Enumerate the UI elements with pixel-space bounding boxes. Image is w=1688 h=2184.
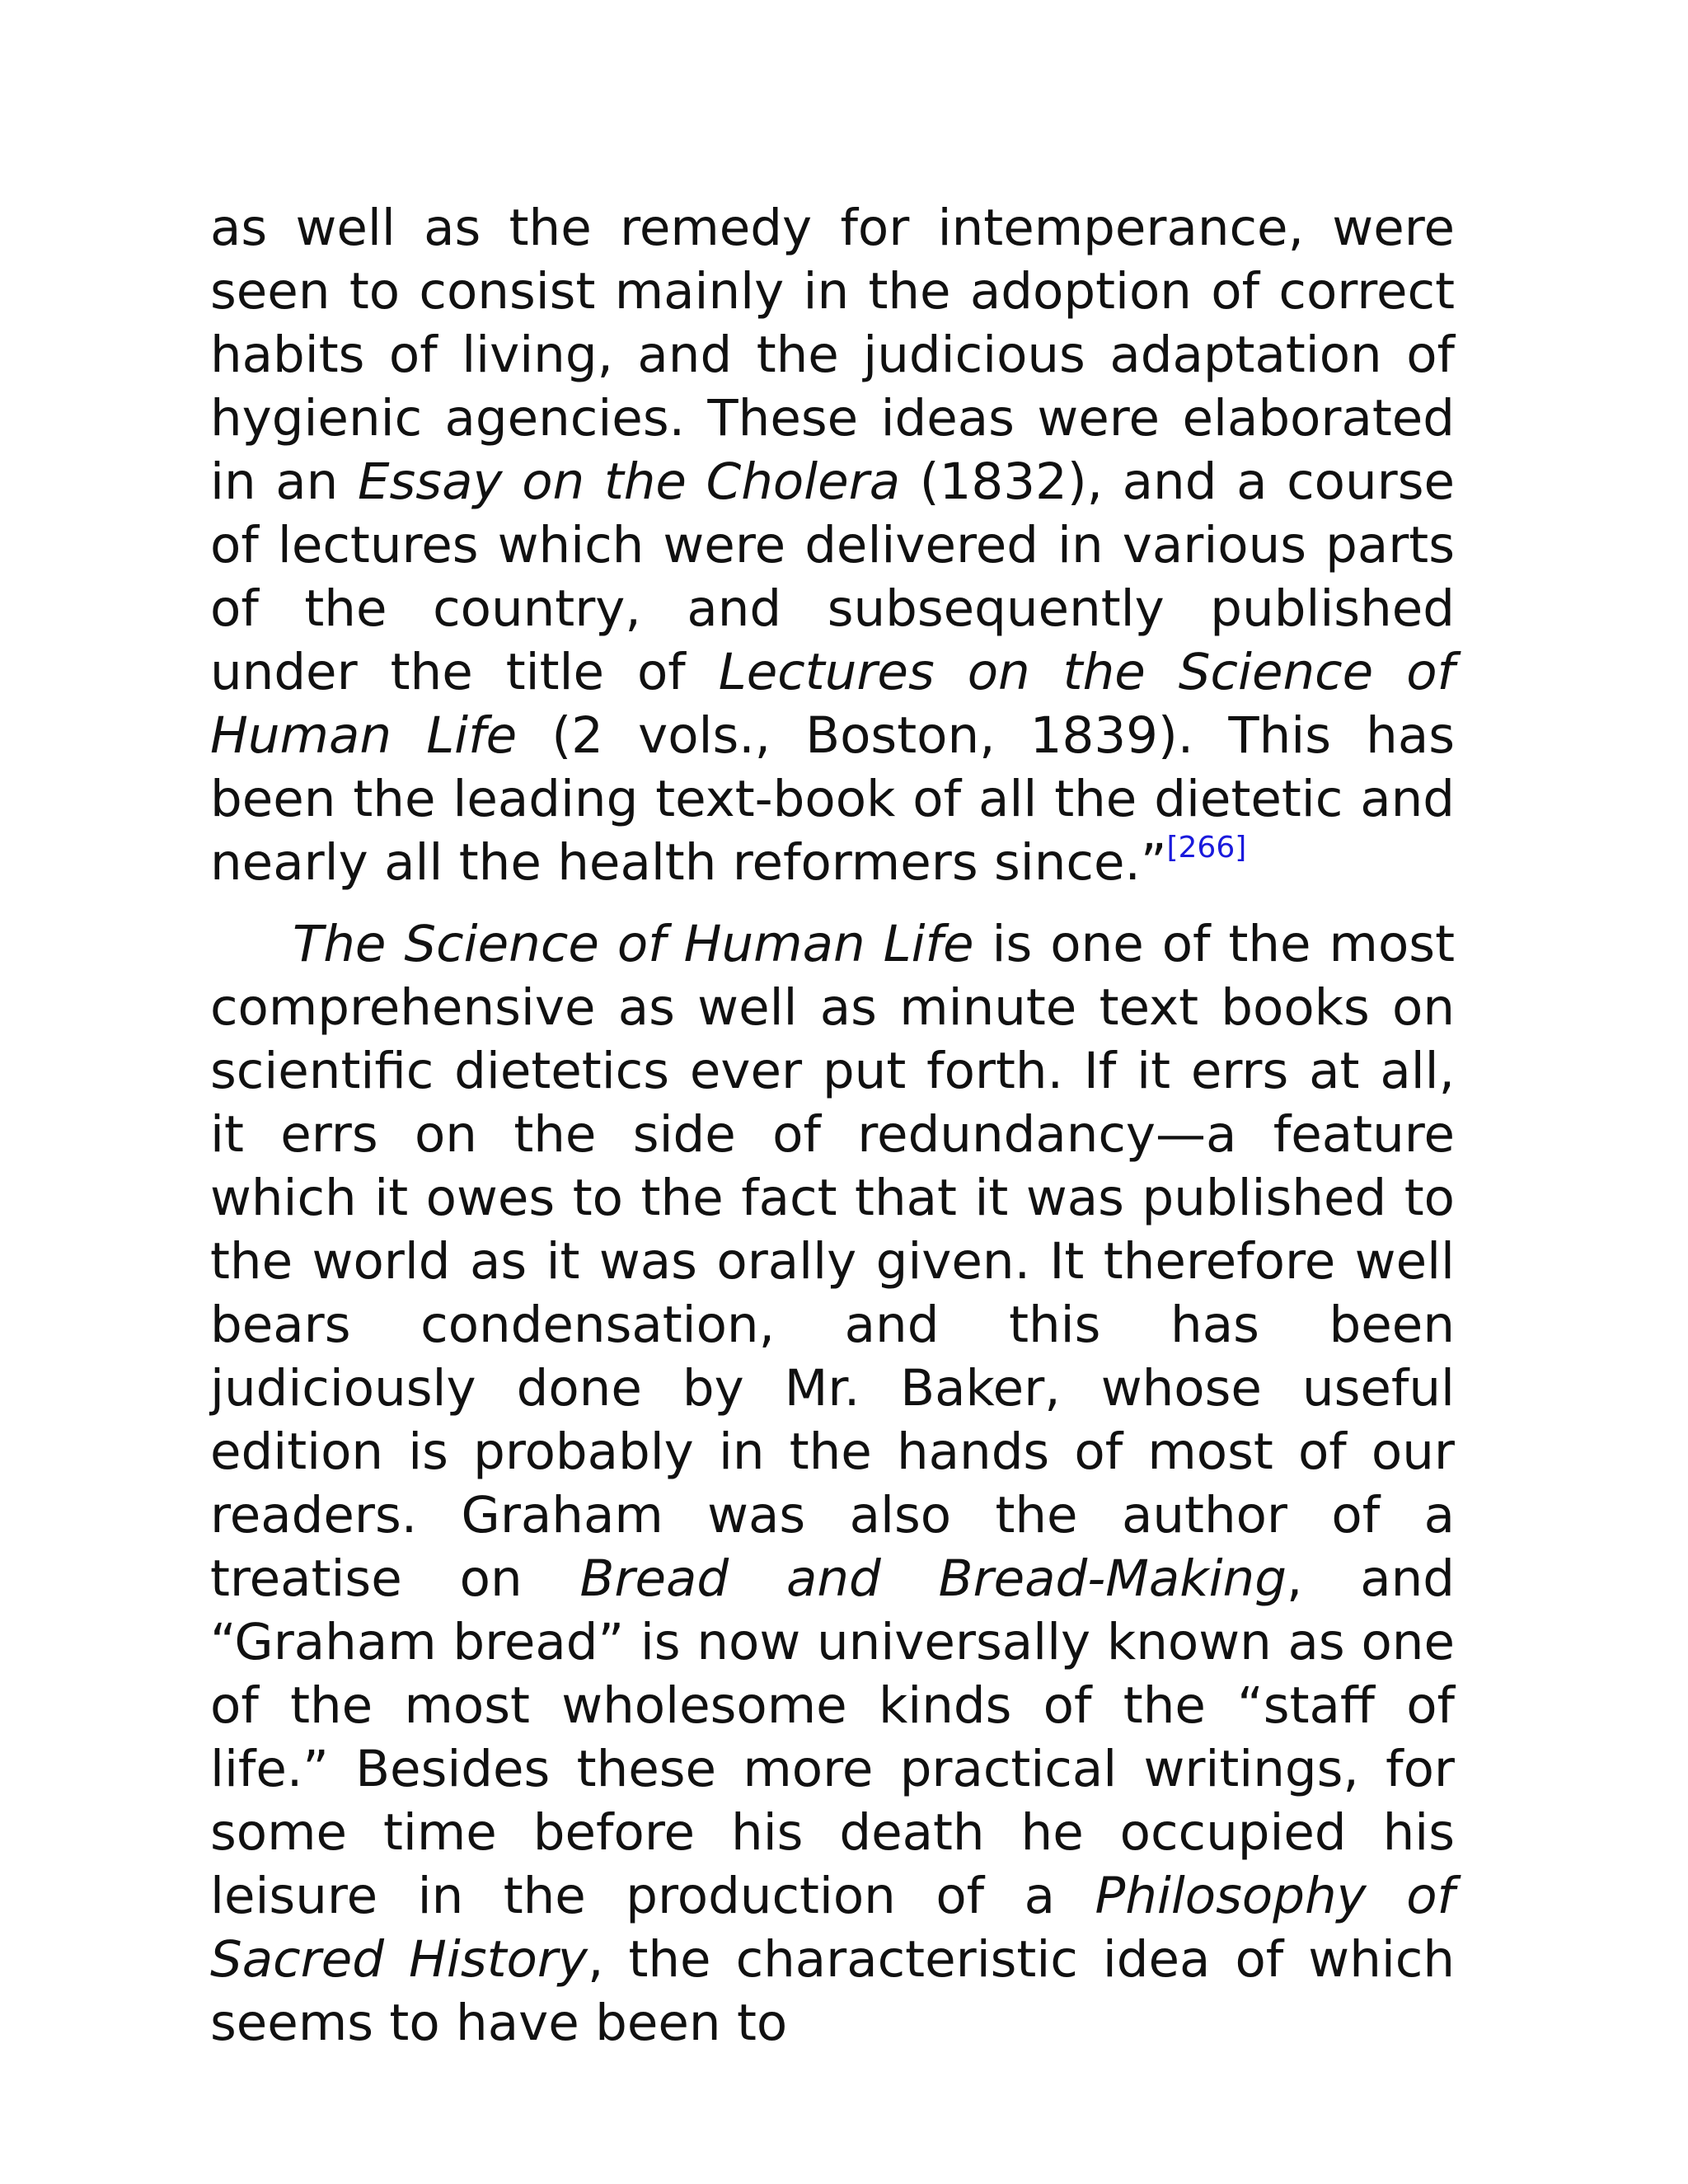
book-title-essay-on-the-cholera: Essay on the Cholera [357,452,901,511]
book-title-the-science-of-human-life: The Science of Human Life [293,915,974,973]
book-title-philosophy-of-sacred-history: Philosophy of Sacred History [210,1867,1455,1989]
paragraph-2-text-2: , and “Graham bread” is now universally known as one of the most wholesome kinds of the “staff of life.” Besides these more practical writings, for some time before his death he occupied his leisure in the production of a [210,1549,1455,1925]
footnote-link-266[interactable]: [266] [1166,831,1247,865]
paragraph-2-text-3: , the characteristic idea of which seems to have been to [210,1930,1456,2052]
paragraph-1-text-3: (2 vols., Boston, 1839). This has been the leading text-book of all the dietetic and nearly all the health reformers since.” [210,706,1455,892]
book-title-bread-and-bread-making: Bread and Bread-Making [579,1549,1287,1608]
paragraph-1-text-1: as well as the remedy for intemperance, were seen to consist mainly in the adoption of correct habits of living, and the judicious adaptation of hygienic agencies. These ideas were elaborated in an [210,199,1455,511]
book-title-lectures-on-the-science-of-human-life: Lectures on the Science of Human Life [210,643,1455,765]
paragraph-1-text-2: (1832), and a course of lectures which were delivered in various parts of the country, and subsequently published under the title of [210,452,1456,701]
paragraph-2 [210,912,1455,2055]
page-body [210,196,1455,2055]
paragraph-2-text-1: is one of the most comprehensive as well as minute text books on scientific dietetics ever put forth. If it errs at all, it errs on the side of redundancy—a feature which it owes to the fact that it was published to the world as it was orally given. It therefore well bears condensation, and this has been judiciously done by Mr. Baker, whose useful edition is probably in the hands of most of our readers. Graham was also the author of a treatise on [210,915,1455,1608]
paragraph-1 [210,196,1455,894]
